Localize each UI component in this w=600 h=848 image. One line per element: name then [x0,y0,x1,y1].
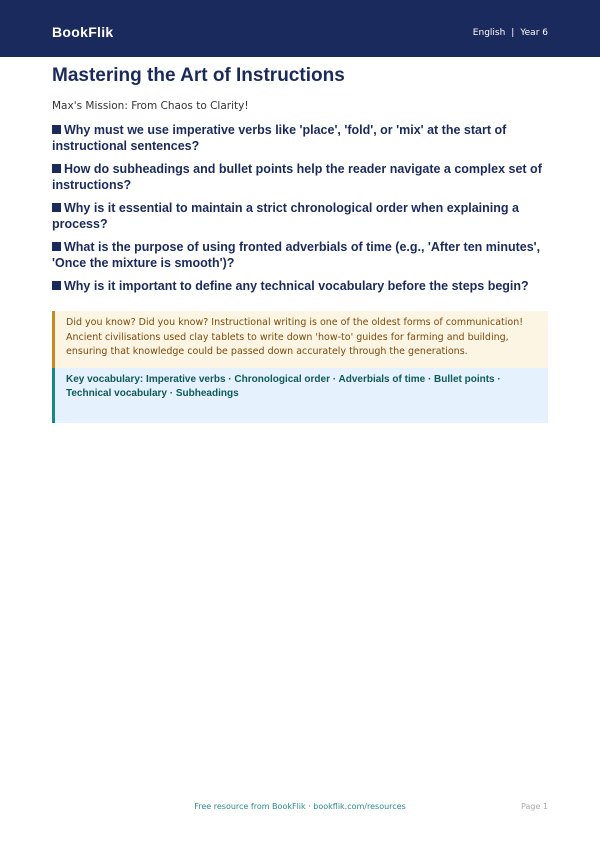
question-item [52,122,552,154]
question-item [52,161,552,193]
question-item [52,278,552,294]
year-label: Year 6 [520,28,548,38]
key-vocabulary-box: Key vocabulary: Imperative verbs · Chronological order · Adverbials of time · Bullet points · Technical vocabulary · Subheadings [52,368,548,423]
square-bullet-icon [52,164,61,173]
subject-label: English [472,28,506,38]
question-text: Why is it essential to maintain a strict chronological order when explaining a process? [52,201,519,231]
footer-text: Free resource from BookFlik · bookflik.com/resources [194,802,406,811]
square-bullet-icon [52,242,61,251]
did-you-know-box: Did you know? Did you know? Instructional writing is one of the oldest forms of communication! Ancient civilisations used clay tablets to write down 'how-to' guides for farming and building, ensuring that knowledge could be passed down accurately through the generations. [52,311,548,368]
square-bullet-icon [52,281,61,290]
question-list [52,122,552,301]
question-item [52,239,552,271]
square-bullet-icon [52,125,61,134]
header-bar [0,0,600,57]
square-bullet-icon [52,203,61,212]
question-text: Why is it important to define any technical vocabulary before the steps begin? [64,279,529,293]
question-item [52,200,552,232]
page-number: Page 1 [521,802,548,811]
question-text: What is the purpose of using fronted adverbials of time (e.g., 'After ten minutes', 'Once the mixture is smooth')? [52,240,541,270]
page-subtitle: Max's Mission: From Chaos to Clarity! [52,100,249,112]
info-callout [52,311,548,423]
separator: | [511,28,515,38]
brand-logo: BookFlik [52,24,114,40]
question-text: Why must we use imperative verbs like 'place', 'fold', or 'mix' at the start of instructional sentences? [52,123,507,153]
subject-year [473,28,548,38]
question-text: How do subheadings and bullet points help the reader navigate a complex set of instructions? [52,162,542,192]
page-title: Mastering the Art of Instructions [52,65,345,86]
